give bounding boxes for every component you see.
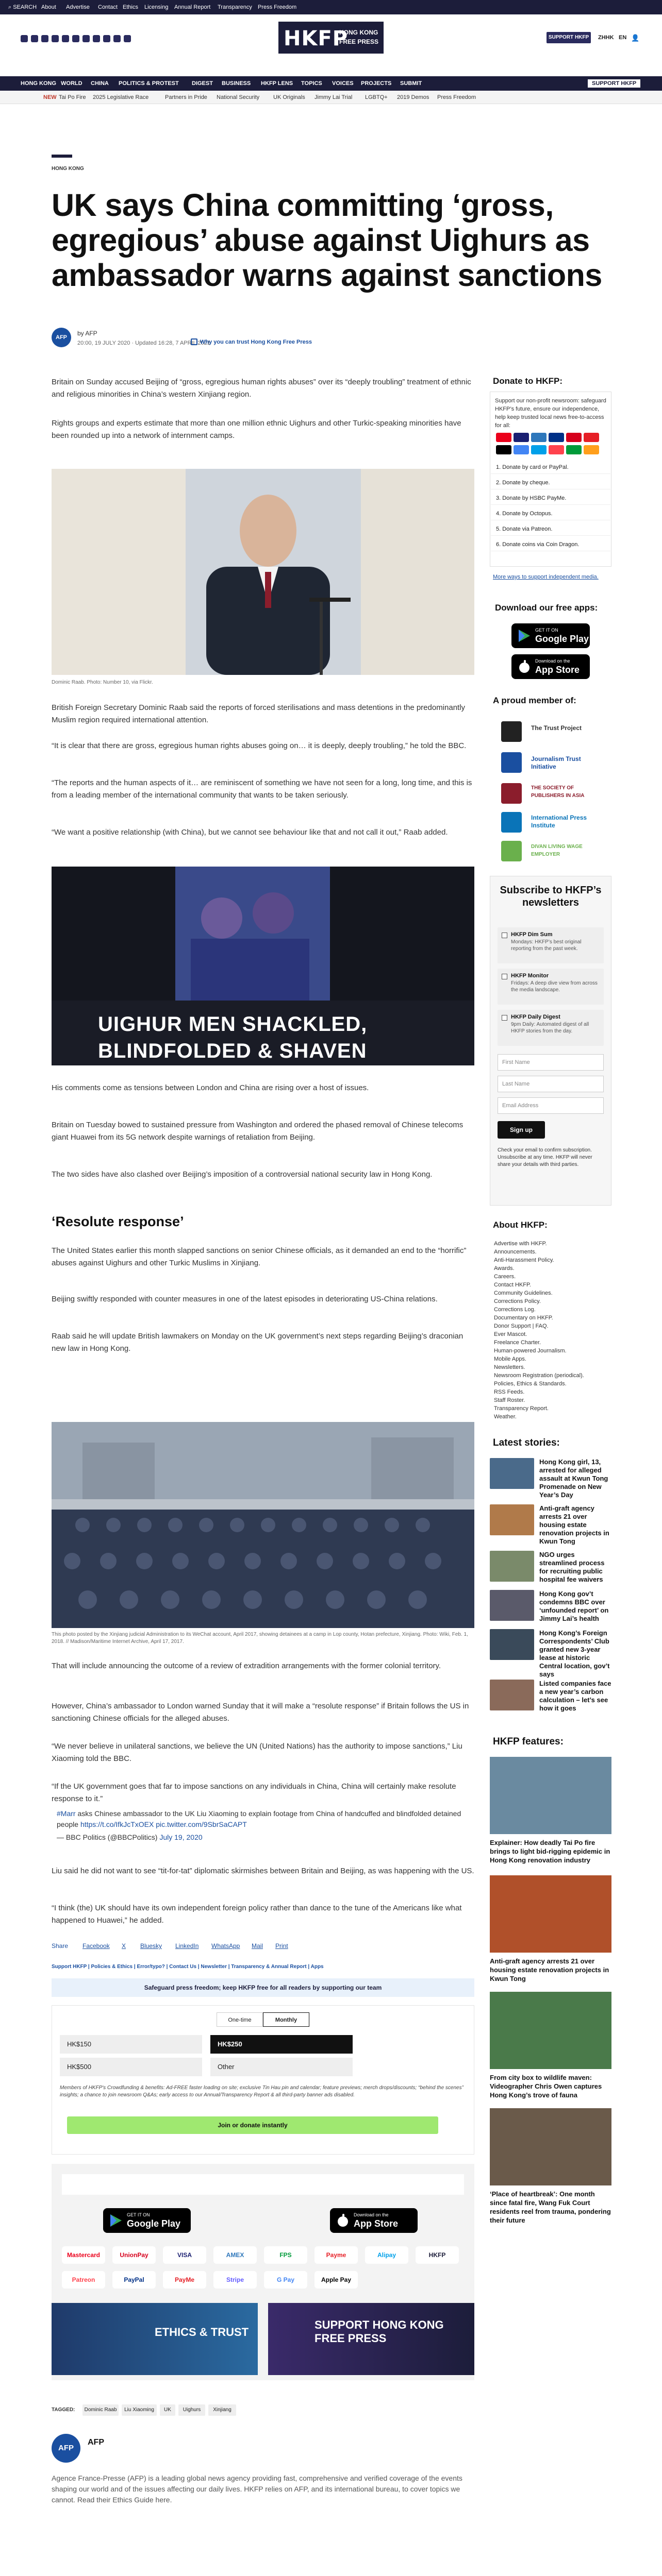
donate-option-label: 4. Donate by Octopus. xyxy=(496,511,553,517)
utility-bar xyxy=(0,0,662,14)
story-thumbnail[interactable] xyxy=(490,1629,534,1660)
story-title[interactable]: NGO urges streamlined process for recruiting public hospital fee waivers xyxy=(539,1551,605,1583)
share-mail[interactable]: Mail xyxy=(252,1942,263,1950)
about-link[interactable]: Weather. xyxy=(494,1414,517,1420)
newsletter-option-desc: 9pm Daily: Automated digest of all HKFP stories from the day. xyxy=(511,1022,589,1034)
video-caption-line1: UIGHUR MEN SHACKLED, xyxy=(98,1013,368,1036)
search-label: SEARCH xyxy=(13,4,37,10)
nav-item[interactable]: HONG KONG xyxy=(21,80,57,87)
camp-photo xyxy=(52,1422,474,1628)
feature-title[interactable]: From city box to wildlife maven: Videographer Chris Owen captures Hong Kong’s trove of fauna xyxy=(490,2074,602,2099)
threads-icon[interactable] xyxy=(72,35,79,42)
paragraph: Rights groups and experts estimate that more than one million ethnic Uighurs and other Turkic-speaking minorities have been rounded up into a network of internment camps. xyxy=(52,419,461,440)
licensing-link[interactable]: Licensing xyxy=(144,4,169,10)
nav-item[interactable]: CHINA xyxy=(91,80,109,87)
advertise-link[interactable]: Advertise xyxy=(66,4,90,10)
paypal-logo: PayPal xyxy=(112,2271,156,2289)
newsletter-option-title: HKFP Monitor xyxy=(511,973,549,979)
trending-item[interactable]: Tai Po Fire xyxy=(59,94,86,100)
instagram-icon[interactable] xyxy=(41,35,48,42)
jti-logo[interactable] xyxy=(501,752,522,773)
rss-icon[interactable] xyxy=(113,35,121,42)
newsletter-option-desc: Fridays: A deep dive view from across the media landscape. xyxy=(511,980,598,993)
fps-logo: FPS xyxy=(264,2246,307,2264)
about-link[interactable]: Contact HKFP. xyxy=(494,1282,531,1288)
telegram-icon[interactable] xyxy=(93,35,100,42)
newsletter-checkbox[interactable] xyxy=(502,933,507,938)
paragraph: Raab said he will update British lawmakers on Monday on the UK government’s next steps regarding Beijing’s draconian new law in Hong Kong. xyxy=(52,1332,464,1353)
story-thumbnail[interactable] xyxy=(490,1458,534,1489)
members-benefits: Members of HKFP's Crowdfunding & benefits: Ad-FREE faster loading on site; exclusive Tin Hau pin and calendar; feature previews; merch drops/discounts; “behind the scenes” insights; a chance to join newsroom Q&As; early access to our Annual/Transparency Report & all third-party banner ads disabled. xyxy=(60,2085,464,2098)
mastercard-logo: Mastercard xyxy=(62,2246,105,2264)
trending-item[interactable]: 2019 Demos xyxy=(397,94,429,100)
donate-text: Support our non-profit newsroom: safeguard HKFP’s future, ensure our independence, help keep trusted local news free-to-access for all: xyxy=(495,398,606,429)
camp-photo-illustration xyxy=(52,1422,474,1628)
amount-option-selected[interactable]: HK$250 xyxy=(210,2035,353,2054)
newsletter-checkbox[interactable] xyxy=(502,974,507,979)
logo-line2: FREE PRESS xyxy=(339,38,379,45)
trending-item[interactable]: Press Freedom xyxy=(437,94,476,100)
trending-bar xyxy=(0,91,662,104)
about-link[interactable]: Corrections Policy. xyxy=(494,1298,541,1304)
trust-icon xyxy=(191,338,197,345)
tag[interactable]: Dominic Raab xyxy=(82,2404,119,2416)
amex-logo: AMEX xyxy=(213,2246,257,2264)
paragraph: “I think (the) UK should have its own independent foreign policy rather than dance to the tune of the Americans like what happened to Huawei,” he added. xyxy=(52,1904,462,1925)
about-link[interactable]: Donor Support | FAQ. xyxy=(494,1323,549,1329)
photo-caption: This photo posted by the Xinjiang judicial Administration to its WeChat account, April 2017, showing detainees at a camp in Lop county, Hotan prefecture, Xinjiang. Photo: Wiki, Feb. 1, 2018. // Madison/Maritime Internet Archive, April 17, 2017. xyxy=(52,1632,468,1645)
donate-option-label: 1. Donate by card or PayPal. xyxy=(496,464,569,470)
newsletter-option[interactable] xyxy=(498,969,604,1005)
googlepay-icon xyxy=(514,445,529,454)
last-name-input[interactable]: Last Name xyxy=(498,1076,604,1092)
donate-option[interactable] xyxy=(491,507,610,520)
mastercard-icon xyxy=(496,433,511,442)
user-icon[interactable]: 👤 xyxy=(631,34,640,42)
nav-item[interactable]: HKFP LENS xyxy=(261,80,293,87)
embedded-tweet[interactable] xyxy=(57,1808,469,1841)
feature-image[interactable] xyxy=(490,2108,611,2185)
about-link[interactable]: Documentary on HKFP. xyxy=(494,1315,553,1321)
nav-item[interactable]: DIGEST xyxy=(192,80,213,87)
paragraph: His comments come as tensions between London and China are rising over a host of issues. xyxy=(52,1083,369,1092)
more-ways-link[interactable]: More ways to support independent media. xyxy=(493,574,599,580)
store-small-label: GET IT ON xyxy=(127,2212,150,2217)
story-title[interactable]: Hong Kong’s Foreign Correspondents’ Club granted new 3-year lease at historic Central location, gov’t says xyxy=(539,1629,610,1678)
feature-title[interactable]: Explainer: How deadly Tai Po fire brings to light bid-rigging epidemic in Hong Kong renovation industry xyxy=(490,1839,610,1864)
donate-option-label: 5. Donate via Patreon. xyxy=(496,526,553,532)
tag[interactable]: UK xyxy=(160,2404,175,2416)
trending-item[interactable]: UK Originals xyxy=(273,94,305,100)
patreon-icon xyxy=(549,445,564,454)
newsletter-option-desc: Mondays: HKFP’s best original reporting from the past week. xyxy=(511,939,582,952)
donate-option-label: 3. Donate by HSBC PayMe. xyxy=(496,495,567,501)
raab-photo-illustration xyxy=(52,469,474,675)
support-banner-text: SUPPORT HONG KONG FREE PRESS xyxy=(315,2318,444,2345)
trending-item[interactable]: LGBTQ+ xyxy=(365,94,388,100)
ipi-logo[interactable] xyxy=(501,812,522,833)
paragraph: Beijing swiftly responded with counter measures in one of the latest episodes in deteriorating US-China relations. xyxy=(52,1295,438,1303)
applepay-icon xyxy=(496,445,511,454)
about-link[interactable]: Mobile Apps. xyxy=(494,1356,526,1362)
safeguard-banner[interactable]: Safeguard press freedom; keep HKFP free for all readers by supporting our team xyxy=(52,1978,474,1997)
feature-image[interactable] xyxy=(490,1875,611,1953)
newsletter-option[interactable] xyxy=(498,927,604,963)
member-name: International Press Institute xyxy=(531,814,587,829)
nav-support-button[interactable]: SUPPORT HKFP xyxy=(588,79,640,88)
about-link[interactable]: Freelance Charter. xyxy=(494,1340,541,1346)
tweet-text: asks Chinese ambassador to the UK Liu Xiaoming to explain footage from China of handcuffed and blindfolded detained people xyxy=(57,1809,461,1828)
lang-zh[interactable]: ZHHK xyxy=(598,35,614,41)
alipay-logo: Alipay xyxy=(365,2246,408,2264)
unionpay-logo: UnionPay xyxy=(112,2246,156,2264)
about-link[interactable]: RSS Feeds. xyxy=(494,1389,525,1395)
member-title: A proud member of: xyxy=(493,696,576,705)
patreon-logo: Patreon xyxy=(62,2271,105,2289)
trending-item[interactable]: 2025 Legislative Race xyxy=(93,94,149,100)
paragraph: British Foreign Secretary Dominic Raab said the reports of forced sterilisations and mass detentions in the predominantly Muslim region required international attention. xyxy=(52,703,466,724)
about-link[interactable]: Newsroom Registration (periodical). xyxy=(494,1372,584,1379)
site-logo[interactable] xyxy=(278,22,384,54)
author-bio: Agence France-Presse (AFP) is a leading global news agency providing fast, comprehensive and verified coverage of the events shaping our world and of the issues affecting our daily lives. HKFP relies on AFP, and its international bureau, to cover topics we cannot. Read their Ethics Guide here. xyxy=(52,2474,462,2504)
story-thumbnail[interactable] xyxy=(490,1504,534,1535)
store-small-label: Download on the xyxy=(354,2212,389,2217)
visa-icon xyxy=(514,433,529,442)
app-store-button[interactable] xyxy=(511,654,590,679)
alipay-icon xyxy=(531,445,547,454)
apps-title: Download our free apps: xyxy=(495,603,598,613)
newsletter-title: Subscribe to HKFP’s newsletters xyxy=(500,885,602,908)
donate-option[interactable] xyxy=(491,538,610,551)
section-heading: ‘Resolute response’ xyxy=(52,1214,184,1229)
hkfp-logo: HKFP xyxy=(416,2246,459,2264)
feature-title[interactable]: ‘Place of heartbreak’: One month since fatal fire, Wang Fuk Court residents reel from trauma, pondering their future xyxy=(490,2190,611,2224)
paragraph: “We want a positive relationship (with China), but we cannot see behaviour like that and not call it out,” Raab added. xyxy=(52,828,448,837)
story-thumbnail[interactable] xyxy=(490,1590,534,1621)
one-time-tab[interactable]: One-time xyxy=(217,2012,263,2027)
paragraph: That will include announcing the outcome of a review of extradition arrangements with the former colonial territory. xyxy=(52,1662,441,1670)
donate-option[interactable] xyxy=(491,461,610,474)
paragraph: The two sides have also clashed over Beijing’s imposition of a controversial national security law in Hong Kong. xyxy=(52,1170,433,1179)
payme-logo-2: PayMe xyxy=(163,2271,206,2289)
article-title: UK says China committing ‘gross, egregious’ abuse against Uighurs as ambassador warns against sanctions xyxy=(52,188,602,293)
trust-link[interactable]: Why you can trust Hong Kong Free Press xyxy=(200,339,312,345)
story-thumbnail[interactable] xyxy=(490,1680,534,1710)
payme-logo: Payme xyxy=(315,2246,358,2264)
store-big-label: Google Play xyxy=(127,2218,181,2229)
donate-option-label: 2. Donate by cheque. xyxy=(496,480,550,486)
nav-item[interactable]: WORLD xyxy=(61,80,82,87)
nav-item[interactable]: BUSINESS xyxy=(222,80,251,87)
mastodon-icon[interactable] xyxy=(124,35,131,42)
paragraph: Britain on Tuesday bowed to sustained pressure from Washington and ordered the phased removal of Chinese telecoms giant Huawei from its 5G network despite warnings of retaliation from Beijing. xyxy=(52,1121,464,1142)
share-x[interactable]: X xyxy=(122,1942,126,1950)
fps-icon xyxy=(566,445,582,454)
about-link[interactable]: Corrections Log. xyxy=(494,1307,536,1313)
main-nav xyxy=(0,76,662,91)
nav-item[interactable]: PROJECTS xyxy=(361,80,392,87)
paragraph: However, China’s ambassador to London warned Sunday that it will make a “resolute response” if Britain follows the US in sanctioning Chinese officials for the alleged abuses. xyxy=(52,1702,469,1723)
lang-en[interactable]: EN xyxy=(619,35,627,41)
store-small-label: Download on the xyxy=(535,658,570,664)
paypal-icon xyxy=(549,433,564,442)
photo-caption: Dominic Raab. Photo: Number 10, via Flickr. xyxy=(52,680,153,685)
paragraph: Liu said he did not want to see “tit-for-tat” diplomatic skirmishes between Britain and Beijing, as was happening with the US. xyxy=(52,1867,474,1875)
feature-title[interactable]: Anti-graft agency arrests 21 over housing estate renovation projects in Kwun Tong xyxy=(490,1957,609,1982)
video-caption-line2: BLINDFOLDED & SHAVEN xyxy=(98,1040,367,1062)
amex-icon xyxy=(531,433,547,442)
logo-wordmark: HKFP xyxy=(284,27,349,50)
feature-image[interactable] xyxy=(490,1757,611,1834)
support-banner[interactable] xyxy=(268,2303,474,2375)
paragraph: “The reports and the human aspects of it… are reminiscent of something we have not seen for a long, long time, and this is from a leading member of the international community that wants to be taken seriously. xyxy=(52,778,472,800)
share-bluesky[interactable]: Bluesky xyxy=(140,1942,162,1950)
signup-button[interactable]: Sign up xyxy=(498,1121,545,1139)
feature-image[interactable] xyxy=(490,1992,611,2069)
newsletter-checkbox[interactable] xyxy=(502,1015,507,1021)
newsletter-option-title: HKFP Daily Digest xyxy=(511,1014,560,1020)
paragraph: “It is clear that there are gross, egregious human rights abuses going on… it is deeply, deeply troubling,” he told the BBC. xyxy=(52,741,467,750)
article-category[interactable]: HONG KONG xyxy=(52,166,84,172)
newsletter-note: Check your email to confirm subscription. Unsubscribe at any time. HKFP will never share your details with third parties. xyxy=(498,1147,592,1167)
donate-title: Donate to HKFP: xyxy=(493,376,563,386)
google-play-button[interactable] xyxy=(511,623,590,648)
raab-photo xyxy=(52,469,474,675)
video-embed[interactable] xyxy=(52,867,474,1065)
store-small-label: GET IT ON xyxy=(535,628,558,633)
nav-item[interactable]: POLITICS & PROTEST xyxy=(119,80,179,87)
nav-item[interactable]: TOPICS xyxy=(301,80,322,87)
tweet-body xyxy=(57,1808,469,1830)
whatsapp-icon[interactable] xyxy=(103,35,110,42)
app-store-button[interactable] xyxy=(330,2208,418,2233)
monthly-tab[interactable]: Monthly xyxy=(263,2012,309,2027)
nav-item[interactable]: VOICES xyxy=(332,80,354,87)
amount-option[interactable]: Other xyxy=(210,2058,353,2076)
sopa-logo[interactable] xyxy=(501,783,522,804)
amount-option[interactable]: HK$500 xyxy=(60,2058,202,2076)
category-rule xyxy=(52,155,72,158)
google-play-icon xyxy=(109,2213,123,2228)
site-header xyxy=(0,14,662,76)
member-name: DIVAN LIVING WAGE EMPLOYER xyxy=(531,844,583,857)
newsletter-option-title: HKFP Dim Sum xyxy=(511,931,553,938)
trending-item[interactable]: National Security xyxy=(217,94,260,100)
share-label: Share xyxy=(52,1942,69,1950)
search-link[interactable]: ⌕ SEARCH xyxy=(8,4,37,10)
tag[interactable]: Xinjiang xyxy=(208,2404,236,2416)
byline[interactable]: by AFP xyxy=(77,330,97,337)
trending-item[interactable]: Partners in Pride xyxy=(165,94,207,100)
trust-project-logo[interactable] xyxy=(501,721,522,742)
dateline: 20:00, 19 JULY 2020 · Updated 16:28, 7 APRIL 2021 xyxy=(77,340,210,346)
store-big-label: App Store xyxy=(354,2218,399,2229)
visa-logo: VISA xyxy=(163,2246,206,2264)
transparency-link[interactable]: Transparency xyxy=(218,4,252,10)
story-title[interactable]: Hong Kong girl, 13, arrested for alleged assault at Kwun Tong Promenade on New Year’s Day xyxy=(539,1458,608,1499)
share-linkedin[interactable]: LinkedIn xyxy=(175,1942,199,1950)
press-freedom-link[interactable]: Press Freedom xyxy=(258,4,297,10)
youtube-icon[interactable] xyxy=(62,35,69,42)
google-play-icon xyxy=(518,629,531,643)
tweet-source xyxy=(57,1833,469,1841)
ethics-link[interactable]: Ethics xyxy=(123,4,138,10)
author-name[interactable]: AFP xyxy=(88,2438,104,2447)
tags-label: TAGGED: xyxy=(52,2407,75,2413)
tweet-link[interactable]: https://t.co/IfkJcTxOEX pic.twitter.com/9SbrSaCAPT xyxy=(80,1820,247,1828)
logo-line1: HONG KONG xyxy=(339,29,378,36)
support-links[interactable]: Support HKFP | Policies & Ethics | Error/typo? | Contact Us | Newsletter | Transparency & Annual Report | Apps xyxy=(52,1964,324,1970)
donate-option[interactable] xyxy=(491,522,610,536)
paragraph: The United States earlier this month slapped sanctions on senior Chinese officials, as it demanded an end to the “horrific” abuses against Uighurs and other Turkic Muslims in Xinjiang. xyxy=(52,1246,467,1267)
story-title[interactable]: Hong Kong gov’t condemns BBC over ‘unfounded report’ on Jimmy Lai’s health xyxy=(539,1590,609,1622)
about-link[interactable]: Careers. xyxy=(494,1274,516,1280)
paragraph: “We never believe in unilateral sanctions, we believe the UN (United Nations) has the authority to impose sanctions,” Liu Xiaoming told the BBC. xyxy=(52,1742,462,1763)
tweet-author: — BBC Politics (@BBCPolitics) xyxy=(57,1833,158,1841)
latest-title: Latest stories: xyxy=(493,1437,560,1448)
contact-link[interactable]: Contact xyxy=(98,4,118,10)
paragraph: “If the UK government goes that far to impose sanctions on any individuals in China, China will certainly make resolute response to it.” xyxy=(52,1782,456,1803)
apple-icon xyxy=(518,659,531,674)
store-big-label: App Store xyxy=(535,665,580,675)
tag[interactable]: Liu Xiaoming xyxy=(122,2404,157,2416)
story-title[interactable]: Anti-graft agency arrests 21 over housing estate renovation projects in Kwun Tong xyxy=(539,1504,609,1545)
story-thumbnail[interactable] xyxy=(490,1551,534,1582)
tweet-hashtag[interactable]: #Marr xyxy=(57,1809,76,1818)
tag[interactable]: Uighurs xyxy=(178,2404,205,2416)
about-link[interactable]: Staff Roster. xyxy=(494,1397,525,1403)
applepay-logo: Apple Pay xyxy=(315,2271,358,2289)
about-link[interactable]: Human-powered Journalism. xyxy=(494,1348,567,1354)
donate-option[interactable] xyxy=(491,492,610,505)
newsletter-option[interactable] xyxy=(498,1010,604,1046)
about-link[interactable]: Ever Mascot. xyxy=(494,1331,527,1337)
about-link[interactable]: Community Guidelines. xyxy=(494,1290,553,1296)
ethics-banner[interactable] xyxy=(52,2303,258,2375)
about-link[interactable]: Awards. xyxy=(494,1265,515,1272)
nav-item[interactable]: SUBMIT xyxy=(400,80,422,87)
about-link[interactable]: Transparency Report. xyxy=(494,1405,549,1412)
linkedin-icon[interactable] xyxy=(82,35,90,42)
payme-icon xyxy=(584,433,599,442)
donate-option-label: 6. Donate coins via Coin Dragon. xyxy=(496,541,580,548)
support-button[interactable]: SUPPORT HKFP xyxy=(547,32,591,43)
about-link[interactable]: Announcements. xyxy=(494,1249,537,1255)
annual-report-link[interactable]: Annual Report xyxy=(174,4,211,10)
new-badge: NEW xyxy=(43,94,57,100)
share-whatsapp[interactable]: WhatsApp xyxy=(211,1942,240,1950)
features-title: HKFP features: xyxy=(493,1736,564,1747)
store-big-label: Google Play xyxy=(535,634,589,644)
about-link[interactable]: Policies, Ethics & Standards. xyxy=(494,1381,567,1387)
join-donate-button[interactable]: Join or donate instantly xyxy=(67,2116,438,2134)
google-play-button[interactable] xyxy=(103,2208,191,2233)
trending-item[interactable]: Jimmy Lai Trial xyxy=(315,94,353,100)
bluesky-icon[interactable] xyxy=(52,35,59,42)
member-logos-strip xyxy=(62,2174,464,2195)
author-avatar[interactable]: AFP xyxy=(52,2434,80,2463)
member-name: Journalism Trust Initiative xyxy=(531,755,581,770)
first-name-input[interactable]: First Name xyxy=(498,1054,604,1071)
ethics-banner-text: ETHICS & TRUST xyxy=(155,2326,249,2338)
stripe-logo: Stripe xyxy=(213,2271,257,2289)
paragraph: Britain on Sunday accused Beijing of “gross, egregious human rights abuses” over its “deeply troubling” treatment of ethnic and religious minorities in China’s western Xinjiang region. xyxy=(52,378,471,399)
apple-icon xyxy=(336,2213,350,2228)
about-link[interactable]: Anti-Harassment Policy. xyxy=(494,1257,554,1263)
x-icon[interactable] xyxy=(31,35,38,42)
member-name: THE SOCIETY OF PUBLISHERS IN ASIA xyxy=(531,785,585,799)
living-wage-logo[interactable] xyxy=(501,841,522,861)
unionpay-icon xyxy=(566,433,582,442)
member-name: The Trust Project xyxy=(531,724,582,732)
donate-option[interactable] xyxy=(491,476,610,489)
author-avatar[interactable]: AFP xyxy=(52,328,71,347)
email-input[interactable]: Email Address xyxy=(498,1097,604,1114)
about-link[interactable]: Newsletters. xyxy=(494,1364,525,1370)
story-title[interactable]: Listed companies face a new year’s carbon calculation – let’s see how it goes xyxy=(539,1680,611,1712)
googlepay-logo: G Pay xyxy=(264,2271,307,2289)
share-facebook[interactable]: Facebook xyxy=(82,1942,110,1950)
about-link[interactable]: About xyxy=(41,4,56,10)
facebook-icon[interactable] xyxy=(21,35,28,42)
octopus-icon xyxy=(584,445,599,454)
share-print[interactable]: Print xyxy=(275,1942,288,1950)
amount-option[interactable]: HK$150 xyxy=(60,2035,202,2054)
about-title: About HKFP: xyxy=(493,1220,548,1230)
tweet-date[interactable]: July 19, 2020 xyxy=(159,1833,203,1841)
about-link[interactable]: Advertise with HKFP. xyxy=(494,1241,547,1247)
